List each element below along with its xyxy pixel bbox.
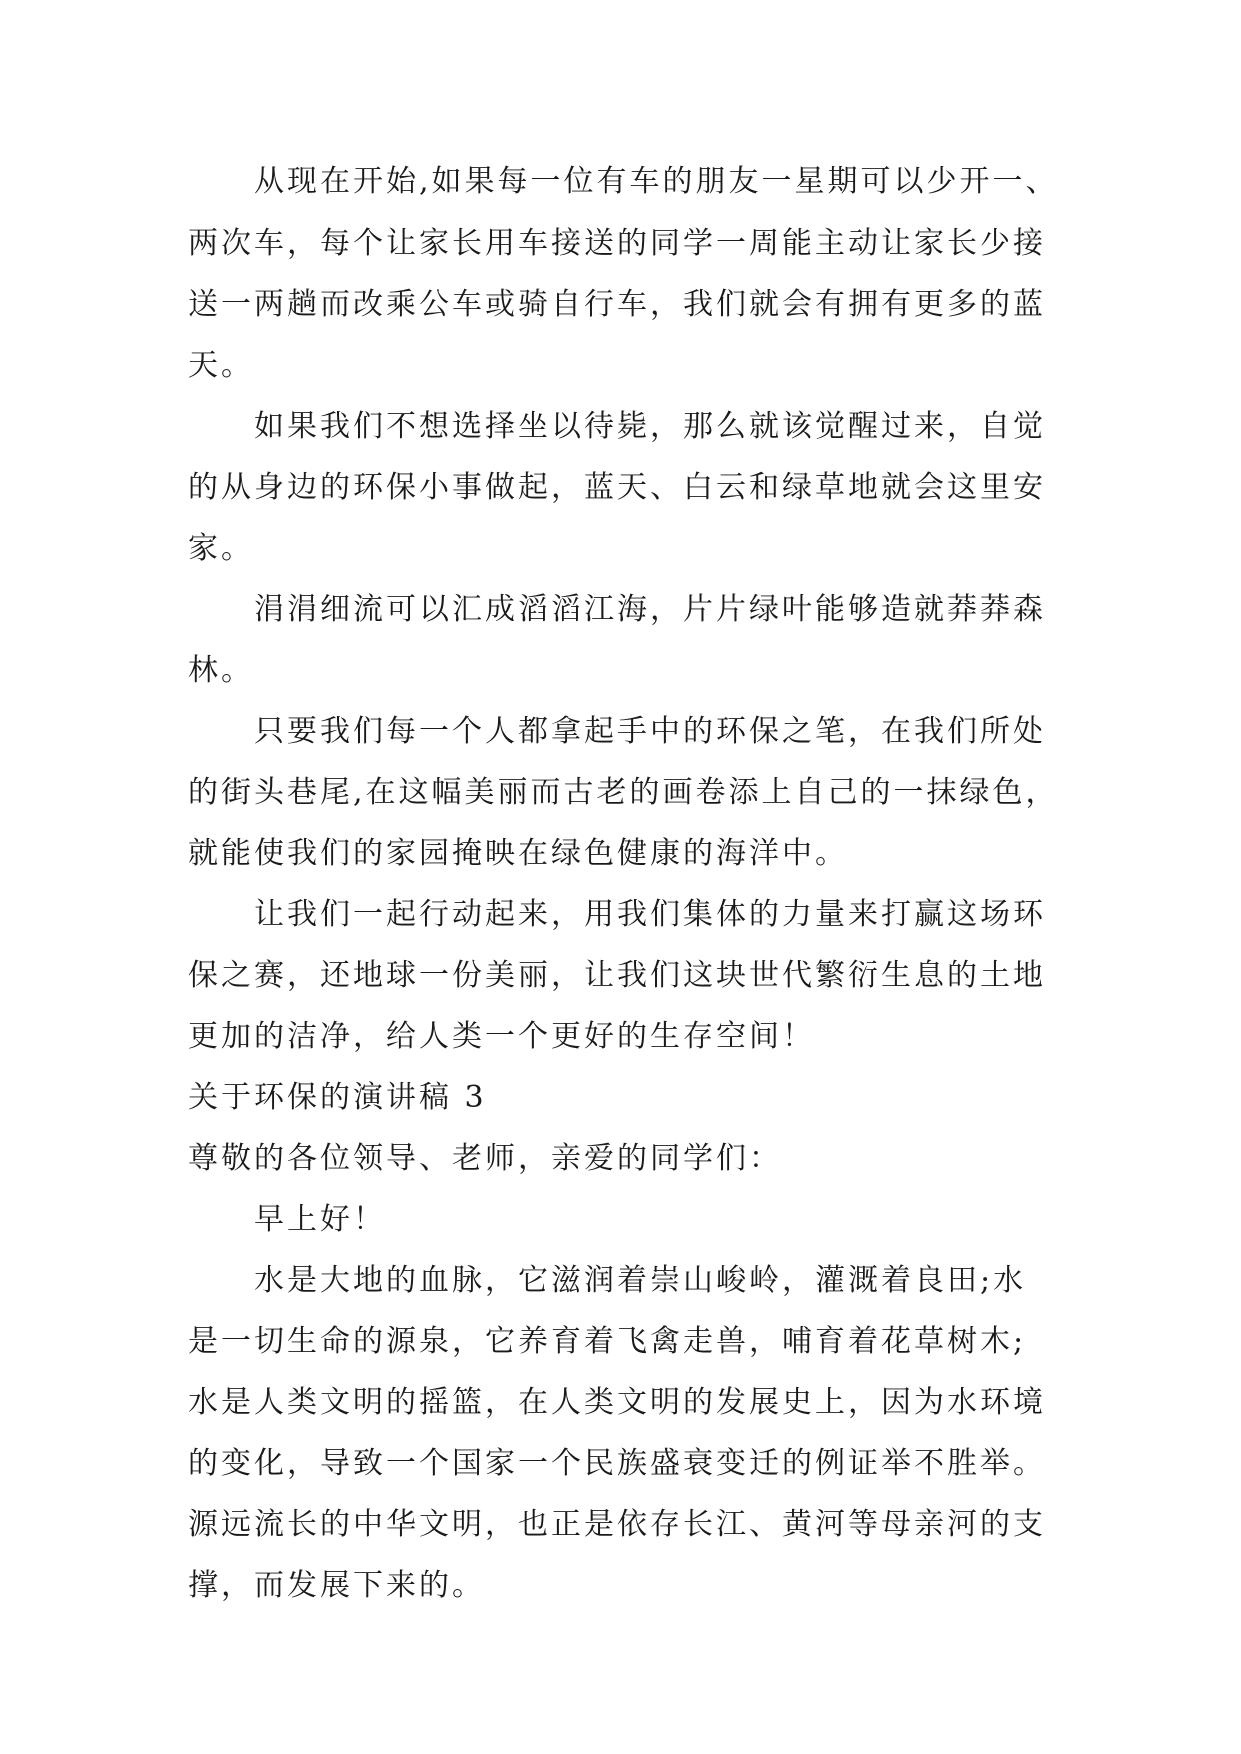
paragraph-line: 家。 <box>188 531 254 566</box>
paragraph-line: 就能使我们的家园掩映在绿色健康的海洋中。 <box>188 836 848 871</box>
paragraph-line: 更加的洁净，给人类一个更好的生存空间！ <box>188 1019 815 1054</box>
paragraph-line: 水是大地的血脉，它滋润着崇山峻岭，灌溉着良田;水 <box>254 1263 1027 1298</box>
paragraph-line: 从现在开始,如果每一位有车的朋友一星期可以少开一、 <box>254 164 1059 199</box>
paragraph-line: 林。 <box>188 653 254 688</box>
paragraph-line: 让我们一起行动起来，用我们集体的力量来打赢这场环 <box>254 897 1046 932</box>
paragraph-line: 两次车，每个让家长用车接送的同学一周能主动让家长少接 <box>188 226 1046 261</box>
paragraph-line: 送一两趟而改乘公车或骑自行车，我们就会有拥有更多的蓝 <box>188 287 1046 322</box>
paragraph-line: 的变化，导致一个国家一个民族盛衰变迁的例证举不胜举。 <box>188 1446 1046 1481</box>
paragraph-line: 是一切生命的源泉，它养育着飞禽走兽，哺育着花草树木; <box>188 1324 1027 1359</box>
paragraph-line: 水是人类文明的摇篮，在人类文明的发展史上，因为水环境 <box>188 1385 1046 1420</box>
paragraph-line: 保之赛，还地球一份美丽，让我们这块世代繁衍生息的土地 <box>188 958 1046 993</box>
salutation: 尊敬的各位领导、老师，亲爱的同学们： <box>188 1141 782 1176</box>
paragraph-line: 源远流长的中华文明，也正是依存长江、黄河等母亲河的支 <box>188 1507 1046 1542</box>
paragraph-line: 的街头巷尾,在这幅美丽而古老的画卷添上自己的一抹绿色， <box>188 775 1059 810</box>
paragraph-line: 撑，而发展下来的。 <box>188 1568 485 1603</box>
section-heading: 关于环保的演讲稿 3 <box>188 1080 487 1115</box>
paragraph-line: 的从身边的环保小事做起，蓝天、白云和绿草地就会这里安 <box>188 470 1046 505</box>
paragraph-line: 如果我们不想选择坐以待毙，那么就该觉醒过来，自觉 <box>254 409 1046 444</box>
greeting: 早上好！ <box>254 1202 386 1237</box>
paragraph-line: 只要我们每一个人都拿起手中的环保之笔，在我们所处 <box>254 714 1046 749</box>
paragraph-line: 涓涓细流可以汇成滔滔江海，片片绿叶能够造就莽莽森 <box>254 592 1046 627</box>
paragraph-line: 天。 <box>188 348 254 383</box>
